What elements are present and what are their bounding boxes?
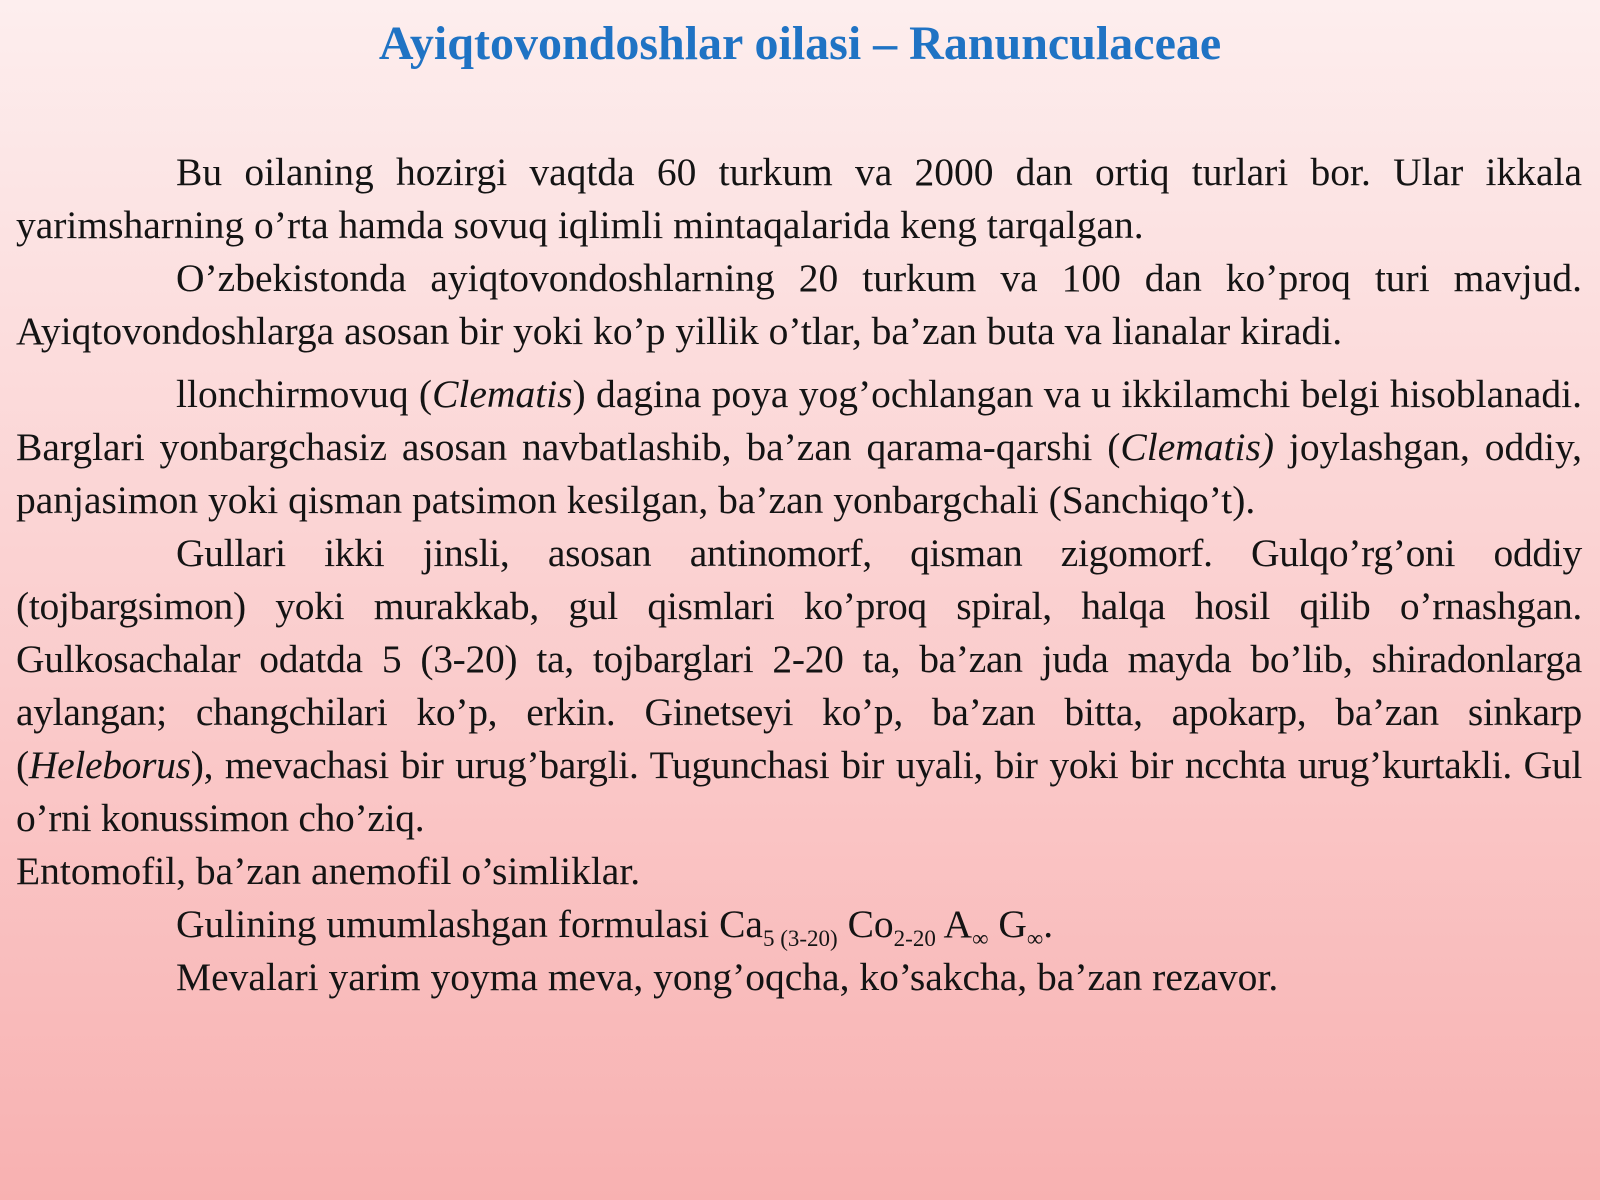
text-segment: . xyxy=(1043,902,1054,946)
paragraph-pollination: Entomofil, ba’zan anemofil o’simliklar. xyxy=(16,849,641,893)
formula-subscript: ∞ xyxy=(972,926,989,951)
slide-body xyxy=(16,146,1582,1004)
text-segment: ) dagina poya yog’ochlangan va u ikkilamchi belgi hisoblanadi. Barglari yonbargchasiz asosan navbatlashib, ba’zan qarama-qarshi ( xyxy=(16,372,1582,469)
text-segment: A xyxy=(935,902,973,946)
text-segment: joylashgan, oddiy, panjasimon yoki qisman patsimon kesilgan, ba’zan yonbargchali (Sanchiqo’t). xyxy=(16,425,1583,522)
slide-title: Ayiqtovondoshlar oilasi – Ranunculaceae xyxy=(378,17,1222,70)
formula-subscript: ∞ xyxy=(1026,926,1044,951)
genus-name: Heleborus xyxy=(28,743,191,787)
text-segment: llonchirmovuq ( xyxy=(176,372,433,416)
genus-name: Clematis xyxy=(432,372,573,416)
paragraph-stem-leaves xyxy=(16,368,1582,527)
text-segment: Gulining umumlashgan formulasi Ca xyxy=(176,902,763,946)
text-segment: Co xyxy=(837,902,894,946)
genus-name: Clematis) xyxy=(1120,425,1274,469)
text-segment: ), mevachasi bir urug’bargli. Tugunchasi bir uyali, bir yoki bir ncchta urug’kurtakli. Gul o’rni konussimon cho’ziq. xyxy=(16,743,1582,840)
paragraph-flowers xyxy=(16,527,1582,845)
paragraph-uzbekistan: O’zbekistonda ayiqtovondoshlarning 20 turkum va 100 dan ko’proq turi mavjud. Ayiqtovondoshlarga asosan bir yoki ko’p yillik o’tlar, ba’zan buta va lianalar kiradi. xyxy=(16,256,1582,353)
paragraph-family-overview: Bu oilaning hozirgi vaqtda 60 turkum va 2000 dan ortiq turlari bor. Ular ikkala yarimsharning o’rta hamda sovuq iqlimli mintaqalarida keng tarqalgan. xyxy=(16,150,1582,247)
text-segment: Gullari ikki jinsli, asosan antinomorf, qisman zigomorf. Gulqo’rg’oni oddiy (tojbargsimon) yoki murakkab, gul qismlari ko’proq spiral, halqa hosil qilib o’rnashgan. Gulkosachalar odatda 5 (3-20) ta, tojbarglari 2-20 ta, ba’zan juda mayda bo’lib, shiradonlarga aylangan; changchilari ko’p, erkin. Ginetseyi ko’p, ba’zan bitta, apokarp, ba’zan sinkarp ( xyxy=(16,531,1582,787)
formula-subscript: 2-20 xyxy=(893,926,936,951)
paragraph-fruits: Mevalari yarim yoyma meva, yong’oqcha, ko’sakcha, ba’zan rezavor. xyxy=(176,955,1279,999)
formula-subscript: 5 (3-20) xyxy=(762,926,838,951)
paragraph-flower-formula xyxy=(16,898,1582,951)
text-segment: G xyxy=(988,902,1027,946)
